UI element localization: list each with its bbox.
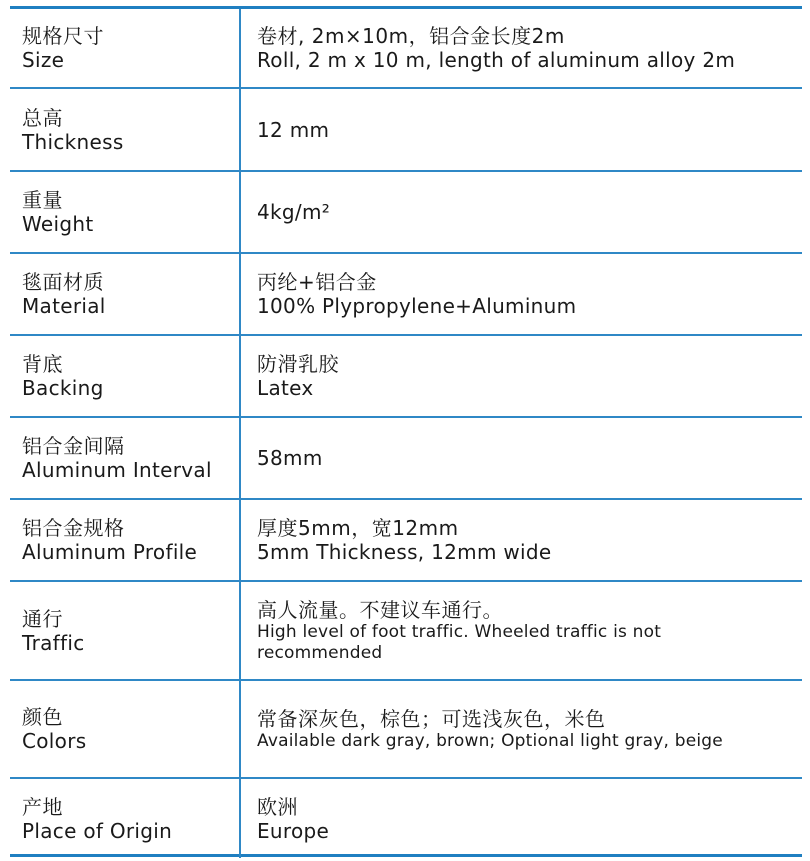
label-zh: 总高: [22, 105, 63, 130]
value-zh: 丙纶+铝合金: [257, 270, 377, 294]
label-zh: 毯面材质: [22, 270, 104, 294]
value-zh: 欧洲: [257, 794, 298, 819]
spec-row-thickness: [10, 89, 802, 172]
spec-row-backing: [10, 336, 802, 418]
spec-row-size: [10, 9, 802, 89]
spec-row-weight: [10, 172, 802, 254]
label-cell: [10, 418, 241, 498]
value-cell: [241, 89, 802, 170]
label-cell: [10, 779, 241, 858]
spec-row-aluminum-profile: [10, 500, 802, 582]
label-en: Place of Origin: [22, 818, 173, 843]
label-en: Traffic: [22, 630, 85, 655]
value-en: Available dark gray, brown; Optional light gray, beige: [257, 730, 723, 751]
label-cell: [10, 254, 241, 334]
label-cell: [10, 172, 241, 252]
label-en: Thickness: [22, 129, 124, 154]
value-cell: [241, 254, 802, 334]
label-cell: [10, 582, 241, 679]
value-cell: [241, 500, 802, 580]
value-cell: [241, 681, 802, 777]
value-cell: [241, 172, 802, 252]
value-en: High level of foot traffic. Wheeled traffic is not recommended: [257, 621, 662, 663]
value-cell: [241, 779, 802, 858]
spec-row-material: [10, 254, 802, 336]
spec-table: [10, 6, 802, 857]
label-en: Size: [22, 48, 65, 72]
value-en: 12 mm: [257, 117, 330, 142]
label-en: Weight: [22, 212, 94, 236]
label-en: Material: [22, 294, 106, 318]
value-en: 100% Plypropylene+Aluminum: [257, 294, 577, 318]
label-zh: 颜色: [22, 705, 63, 729]
label-en: Aluminum Profile: [22, 540, 198, 564]
label-cell: [10, 500, 241, 580]
value-en: Europe: [257, 818, 330, 843]
label-zh: 通行: [22, 606, 63, 631]
value-en: 58mm: [257, 446, 323, 470]
value-en: Latex: [257, 376, 314, 400]
value-zh: 高人流量。不建议车通行。: [257, 597, 503, 622]
spec-row-traffic: [10, 582, 802, 681]
value-zh: 厚度5mm，宽12mm: [257, 516, 459, 540]
value-cell: [241, 9, 802, 87]
spec-row-colors: [10, 681, 802, 779]
value-en: Roll, 2 m x 10 m, length of aluminum alloy 2m: [257, 48, 736, 72]
label-en: Backing: [22, 376, 104, 400]
value-zh: 常备深灰色，棕色；可选浅灰色，米色: [257, 706, 606, 731]
label-en: Aluminum Interval: [22, 458, 212, 482]
label-zh: 产地: [22, 794, 63, 819]
label-cell: [10, 9, 241, 87]
label-cell: [10, 89, 241, 170]
spec-row-aluminum-interval: [10, 418, 802, 500]
label-en: Colors: [22, 729, 87, 753]
value-en: 5mm Thickness, 12mm wide: [257, 540, 552, 564]
value-cell: [241, 336, 802, 416]
label-zh: 铝合金间隔: [22, 434, 125, 458]
label-zh: 铝合金规格: [22, 516, 125, 540]
label-cell: [10, 336, 241, 416]
label-zh: 重量: [22, 188, 63, 212]
value-cell: [241, 418, 802, 498]
label-cell: [10, 681, 241, 777]
label-zh: 规格尺寸: [22, 24, 104, 48]
value-zh: 防滑乳胶: [257, 352, 339, 376]
spec-row-place-of-origin: [10, 779, 802, 858]
value-zh: 卷材, 2m×10m，铝合金长度2m: [257, 24, 565, 48]
value-en: 4kg/m²: [257, 200, 331, 224]
label-zh: 背底: [22, 352, 63, 376]
value-cell: [241, 582, 802, 679]
